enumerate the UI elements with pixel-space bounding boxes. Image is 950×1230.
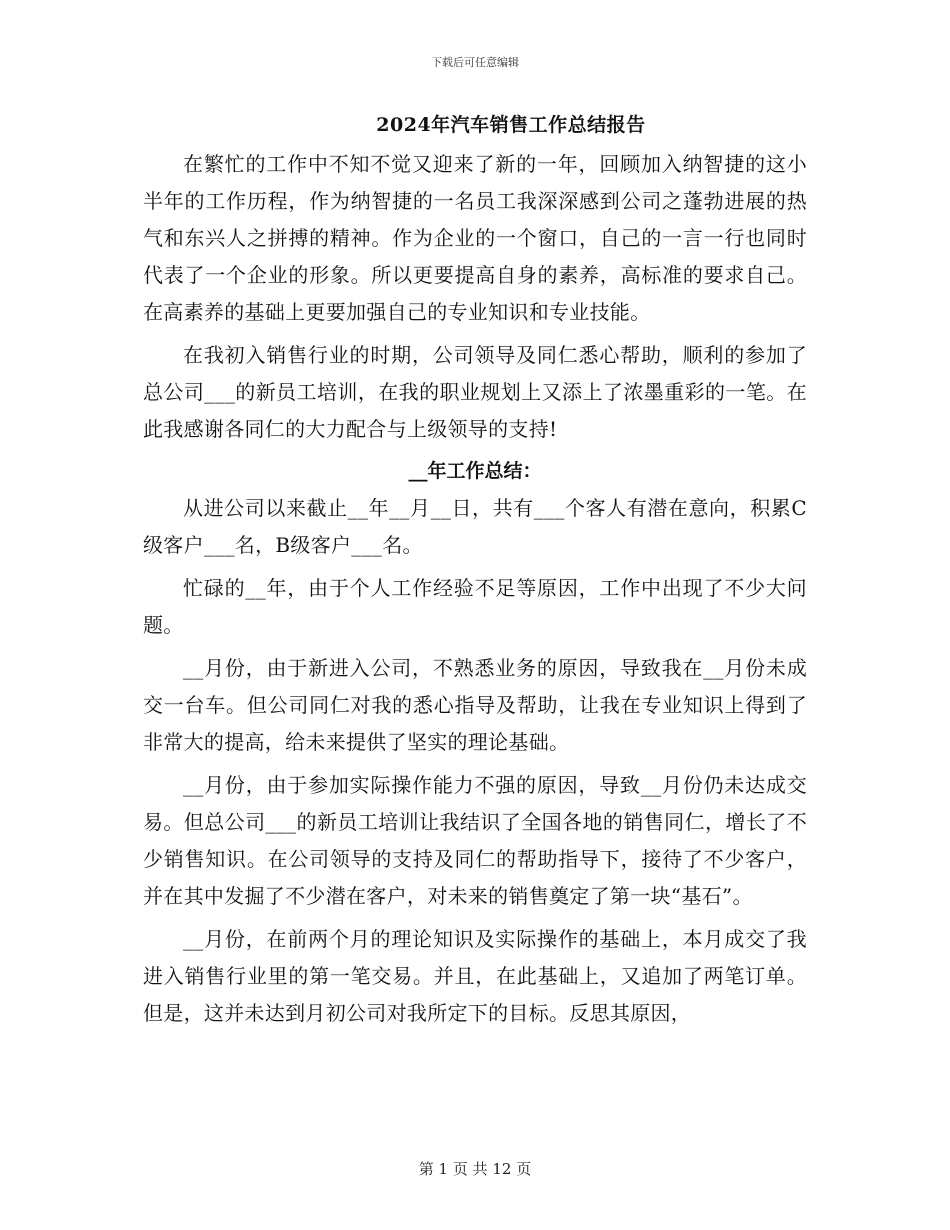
document-title: 2024年汽车销售工作总结报告 <box>376 114 646 136</box>
paragraph: 从进公司以来截止__年__月__日，共有___个客人有潜在意向，积累C级客户___名，B级客户___名。 <box>143 496 807 557</box>
paragraph: 在我初入销售行业的时期，公司领导及同仁悉心帮助，顺利的参加了总公司___的新员工培训，在我的职业规划上又添上了浓墨重彩的一笔。在此我感谢各同仁的大力配合与上级领导的支持! <box>143 343 807 441</box>
paragraph: __月份，由于新进入公司，不熟悉业务的原因，导致我在__月份未成交一台车。但公司同仁对我的悉心指导及帮助，让我在专业知识上得到了非常大的提高，给未来提供了坚实的理论基础。 <box>143 656 807 754</box>
paragraph: 忙碌的__年，由于个人工作经验不足等原因，工作中出现了不少大问题。 <box>143 576 807 637</box>
page-indicator: 第 1 页 共 12 页 <box>418 1160 532 1178</box>
paragraph: 在繁忙的工作中不知不觉又迎来了新的一年，回顾加入纳智捷的这小半年的工作历程，作为纳智捷的一名员工我深深感到公司之蓬勃进展的热气和东兴人之拼搏的精神。作为企业的一个窗口，自己的一言一行也同时代表了一个企业的形象。所以更要提高自身的素养，高标准的要求自己。在高素养的基础上更要加强自己的专业知识和专业技能。 <box>143 152 807 324</box>
section-title: __年工作总结： <box>408 460 542 482</box>
header-note: 下载后可任意编辑 <box>431 56 519 69</box>
paragraph: __月份，由于参加实际操作能力不强的原因，导致__月份仍未达成交易。但总公司___的新员工培训让我结识了全国各地的销售同仁，增长了不少销售知识。在公司领导的支持及同仁的帮助指导下，接待了不少客户，并在其中发掘了不少潜在客户，对未来的销售奠定了第一块“基石”。 <box>143 773 807 908</box>
paragraph: __月份，在前两个月的理论知识及实际操作的基础上，本月成交了我进入销售行业里的第一笔交易。并且，在此基础上，又追加了两笔订单。但是，这并未达到月初公司对我所定下的目标。反思其原因， <box>143 927 807 1025</box>
document-body <box>143 108 807 1038</box>
